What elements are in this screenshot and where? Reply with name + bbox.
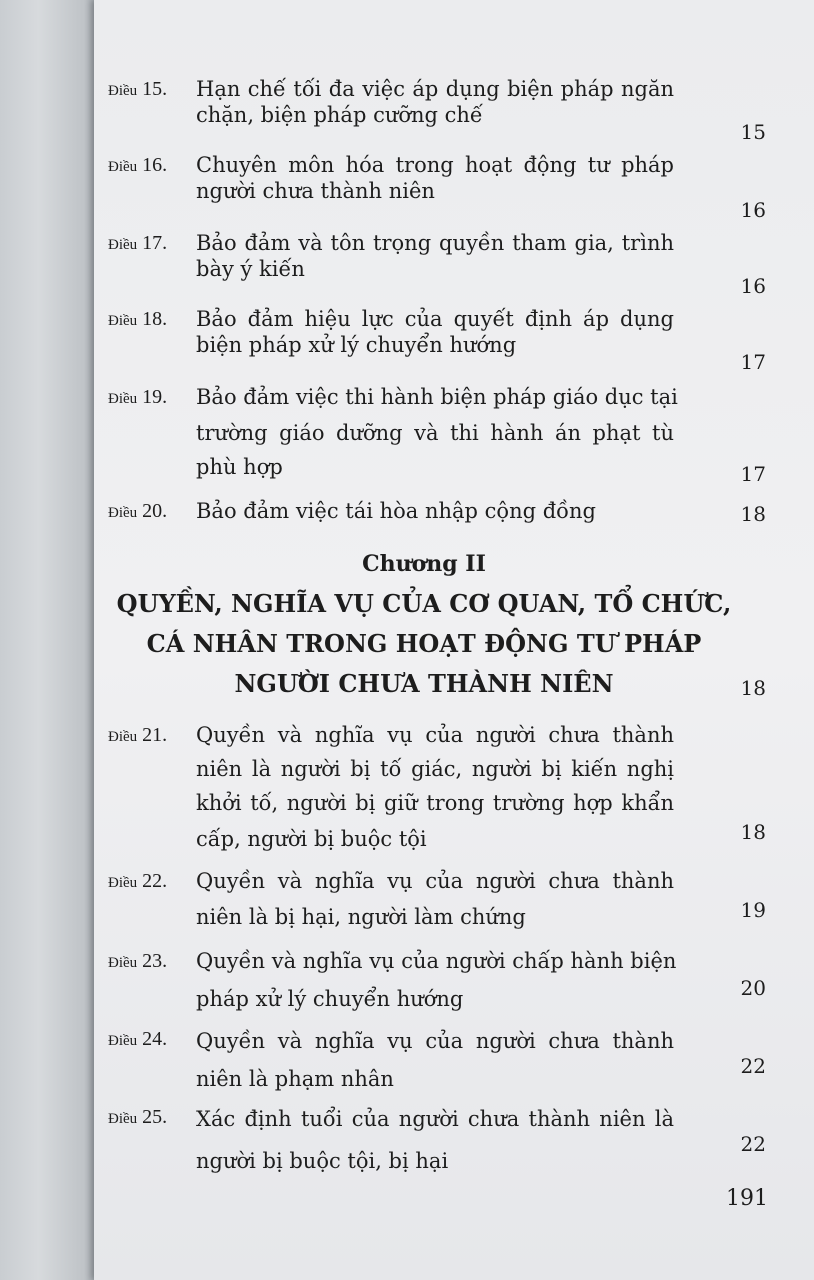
toc-entry-line: Xác định tuổi của người chưa thành niên là [196, 1107, 674, 1131]
toc-article-label: Điều 17. [108, 232, 168, 254]
toc-page-number: 16 [740, 198, 766, 222]
book-page-edge [0, 0, 96, 1280]
toc-article-label: Điều 23. [108, 950, 168, 972]
book-page [94, 0, 814, 1280]
toc-entry-line: chặn, biện pháp cưỡng chế [196, 103, 483, 127]
toc-entry-line: Chuyên môn hóa trong hoạt động tư pháp [196, 153, 674, 177]
toc-article-label: Điều 21. [108, 724, 168, 746]
toc-article-label: Điều 20. [108, 500, 168, 522]
toc-page-number: 17 [740, 462, 766, 486]
toc-entry-line: phù hợp [196, 455, 283, 479]
toc-article-label: Điều 25. [108, 1106, 168, 1128]
toc-page-number: 22 [740, 1132, 766, 1156]
toc-entry-line: Bảo đảm việc thi hành biện pháp giáo dục tại [196, 385, 678, 409]
toc-entry-line: Bảo đảm và tôn trọng quyền tham gia, trình [196, 231, 674, 255]
toc-article-label: Điều 22. [108, 870, 168, 892]
toc-entry-line: trường giáo dưỡng và thi hành án phạt tù [196, 421, 674, 445]
toc-entry-line: bày ý kiến [196, 257, 305, 281]
toc-entry-line: người bị buộc tội, bị hại [196, 1149, 449, 1173]
toc-entry-line: người chưa thành niên [196, 179, 435, 203]
toc-page-number: 17 [740, 350, 766, 374]
toc-entry-line: niên là phạm nhân [196, 1067, 394, 1091]
chapter-title-line: CÁ NHÂN TRONG HOẠT ĐỘNG TƯ PHÁP [146, 629, 702, 658]
toc-entry-line: khởi tố, người bị giữ trong trường hợp khẩn [196, 791, 674, 815]
toc-article-label: Điều 24. [108, 1028, 168, 1050]
toc-entry-line: Hạn chế tối đa việc áp dụng biện pháp ngăn [196, 77, 674, 101]
toc-page-number: 18 [740, 820, 766, 844]
chapter-page-number: 18 [740, 676, 766, 700]
toc-entry-line: Bảo đảm việc tái hòa nhập cộng đồng [196, 499, 596, 523]
toc-entry-line: pháp xử lý chuyển hướng [196, 987, 464, 1011]
page-number: 191 [726, 1186, 768, 1211]
toc-entry-line: Quyền và nghĩa vụ của người chưa thành [196, 869, 674, 893]
toc-entry-line: Bảo đảm hiệu lực của quyết định áp dụng [196, 307, 674, 331]
toc-entry-line: Quyền và nghĩa vụ của người chấp hành biện [196, 949, 677, 973]
toc-page-number: 19 [740, 898, 766, 922]
chapter-title-line: QUYỀN, NGHĨA VỤ CỦA CƠ QUAN, TỔ CHỨC, [116, 589, 732, 618]
toc-entry-line: niên là bị hại, người làm chứng [196, 905, 526, 929]
toc-page-number: 22 [740, 1054, 766, 1078]
toc-entry-line: Quyền và nghĩa vụ của người chưa thành [196, 723, 674, 747]
toc-entry-line: biện pháp xử lý chuyển hướng [196, 333, 517, 357]
toc-entry-line: cấp, người bị buộc tội [196, 827, 427, 851]
toc-page-number: 18 [740, 502, 766, 526]
toc-article-label: Điều 18. [108, 308, 168, 330]
chapter-number: Chương II [362, 551, 486, 577]
toc-article-label: Điều 16. [108, 154, 168, 176]
toc-entry-line: Quyền và nghĩa vụ của người chưa thành [196, 1029, 674, 1053]
chapter-title-line: NGƯỜI CHƯA THÀNH NIÊN [234, 669, 614, 698]
toc-page-number: 15 [740, 120, 766, 144]
toc-article-label: Điều 15. [108, 78, 168, 100]
toc-page-number: 16 [740, 274, 766, 298]
toc-page-number: 20 [740, 976, 766, 1000]
toc-article-label: Điều 19. [108, 386, 168, 408]
toc-entry-line: niên là người bị tố giác, người bị kiến nghị [196, 757, 674, 781]
